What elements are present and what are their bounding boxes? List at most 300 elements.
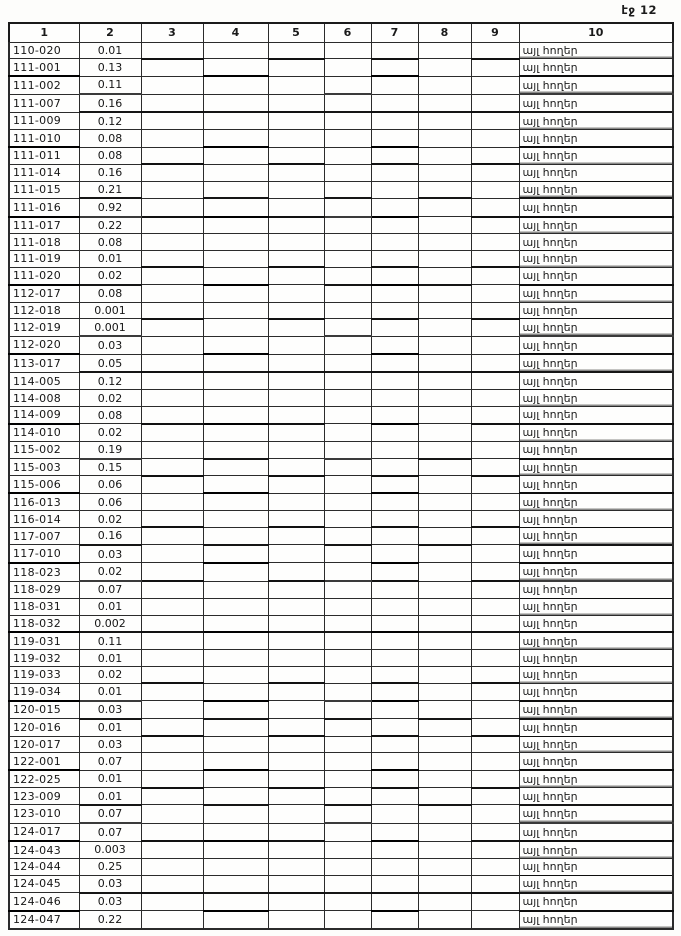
empty-cell <box>324 911 371 929</box>
empty-cell <box>471 875 519 892</box>
table-row <box>9 164 673 181</box>
empty-cell <box>141 130 203 147</box>
empty-cell <box>371 753 418 770</box>
area-value-cell: 0.16 <box>79 164 141 181</box>
land-type-text: այլ հողեր <box>522 356 578 370</box>
empty-cell <box>471 841 519 858</box>
table-row <box>9 251 673 268</box>
empty-cell <box>371 267 418 284</box>
land-type-text: այլ հողեր <box>522 374 578 388</box>
column-header-3: 3 <box>141 23 203 42</box>
area-value-cell: 0.03 <box>79 701 141 719</box>
empty-cell <box>203 683 268 700</box>
empty-cell <box>268 336 324 354</box>
table-row <box>9 112 673 129</box>
empty-cell <box>324 198 371 216</box>
parcel-code-cell: 111-014 <box>9 164 79 181</box>
empty-cell <box>203 493 268 510</box>
empty-cell <box>268 476 324 493</box>
table-row <box>9 441 673 458</box>
empty-cell <box>471 736 519 753</box>
area-value-cell: 0.07 <box>79 805 141 823</box>
empty-cell <box>471 823 519 841</box>
empty-cell <box>324 406 371 423</box>
empty-cell <box>418 667 471 684</box>
table-row <box>9 319 673 336</box>
empty-cell <box>268 302 324 319</box>
table-row <box>9 770 673 787</box>
empty-cell <box>141 545 203 563</box>
table-row <box>9 476 673 493</box>
empty-cell <box>324 805 371 823</box>
empty-cell <box>418 424 471 441</box>
table-body <box>9 42 673 929</box>
land-type-cell <box>519 354 673 372</box>
empty-cell <box>418 911 471 929</box>
empty-cell <box>268 181 324 198</box>
land-type-text: այլ հողեր <box>522 754 578 768</box>
land-type-text: այլ հողեր <box>522 529 578 543</box>
land-type-cell <box>519 42 673 59</box>
land-type-text: այլ հողեր <box>522 338 578 352</box>
empty-cell <box>268 667 324 684</box>
empty-cell <box>268 424 324 441</box>
empty-cell <box>203 441 268 458</box>
empty-cell <box>471 441 519 458</box>
parcel-code-cell: 118-032 <box>9 615 79 632</box>
empty-cell <box>471 667 519 684</box>
empty-cell <box>371 701 418 719</box>
empty-cell <box>371 354 418 372</box>
table-row <box>9 563 673 581</box>
empty-cell <box>268 788 324 805</box>
empty-cell <box>418 511 471 528</box>
area-value-cell: 0.11 <box>79 632 141 649</box>
parcel-code-cell: 111-018 <box>9 234 79 251</box>
empty-cell <box>268 59 324 76</box>
empty-cell <box>418 650 471 667</box>
header-row <box>9 23 673 42</box>
empty-cell <box>371 424 418 441</box>
empty-cell <box>268 893 324 911</box>
empty-cell <box>471 302 519 319</box>
land-type-text: այլ հողեր <box>522 495 578 509</box>
empty-cell <box>141 823 203 841</box>
empty-cell <box>371 164 418 181</box>
empty-cell <box>418 251 471 268</box>
empty-cell <box>141 390 203 407</box>
empty-cell <box>324 441 371 458</box>
empty-cell <box>324 302 371 319</box>
empty-cell <box>471 319 519 336</box>
area-value-cell: 0.001 <box>79 302 141 319</box>
empty-cell <box>371 198 418 216</box>
empty-cell <box>371 719 418 736</box>
parcel-code-cell: 116-014 <box>9 511 79 528</box>
table-row <box>9 217 673 234</box>
empty-cell <box>141 683 203 700</box>
parcel-code-cell: 124-045 <box>9 875 79 892</box>
land-type-text: այլ հողեր <box>522 617 578 631</box>
area-value-cell: 0.03 <box>79 875 141 892</box>
empty-cell <box>471 788 519 805</box>
table-row <box>9 336 673 354</box>
empty-cell <box>371 805 418 823</box>
empty-cell <box>141 770 203 787</box>
empty-cell <box>324 615 371 632</box>
empty-cell <box>418 198 471 216</box>
land-type-text: այլ հողեր <box>522 201 578 215</box>
area-value-cell: 0.03 <box>79 545 141 563</box>
empty-cell <box>471 753 519 770</box>
empty-cell <box>418 563 471 581</box>
area-value-cell: 0.08 <box>79 285 141 302</box>
empty-cell <box>203 234 268 251</box>
empty-cell <box>371 234 418 251</box>
column-header-9: 9 <box>471 23 519 42</box>
empty-cell <box>141 42 203 59</box>
parcel-code-cell: 111-020 <box>9 267 79 284</box>
table-row <box>9 598 673 615</box>
empty-cell <box>418 372 471 389</box>
land-type-cell <box>519 667 673 684</box>
empty-cell <box>418 788 471 805</box>
parcel-code-cell: 120-016 <box>9 719 79 736</box>
empty-cell <box>203 459 268 476</box>
empty-cell <box>203 76 268 94</box>
land-type-text: այլ հողեր <box>522 877 578 891</box>
area-value-cell: 0.01 <box>79 719 141 736</box>
empty-cell <box>371 875 418 892</box>
area-value-cell: 0.07 <box>79 823 141 841</box>
empty-cell <box>141 632 203 649</box>
empty-cell <box>141 147 203 164</box>
parcel-code-cell: 124-017 <box>9 823 79 841</box>
land-type-text: այլ հողեր <box>522 860 578 874</box>
area-value-cell: 0.13 <box>79 59 141 76</box>
empty-cell <box>268 198 324 216</box>
land-type-text: այլ հողեր <box>522 772 578 786</box>
table-row <box>9 302 673 319</box>
empty-cell <box>141 476 203 493</box>
empty-cell <box>418 893 471 911</box>
land-type-cell <box>519 859 673 876</box>
parcel-code-cell: 111-009 <box>9 112 79 129</box>
parcel-code-cell: 111-010 <box>9 130 79 147</box>
empty-cell <box>141 319 203 336</box>
land-type-cell <box>519 198 673 216</box>
empty-cell <box>418 441 471 458</box>
area-value-cell: 0.16 <box>79 94 141 112</box>
table-row <box>9 424 673 441</box>
empty-cell <box>268 459 324 476</box>
empty-cell <box>371 406 418 423</box>
empty-cell <box>324 130 371 147</box>
land-type-text: այլ հողեր <box>522 565 578 579</box>
parcel-code-cell: 115-002 <box>9 441 79 458</box>
empty-cell <box>141 667 203 684</box>
empty-cell <box>268 650 324 667</box>
empty-cell <box>471 632 519 649</box>
empty-cell <box>418 336 471 354</box>
empty-cell <box>141 251 203 268</box>
empty-cell <box>324 719 371 736</box>
empty-cell <box>371 94 418 112</box>
empty-cell <box>418 234 471 251</box>
empty-cell <box>141 441 203 458</box>
parcel-code-cell: 111-001 <box>9 59 79 76</box>
table-row <box>9 130 673 147</box>
area-value-cell: 0.22 <box>79 911 141 929</box>
empty-cell <box>268 736 324 753</box>
empty-cell <box>324 336 371 354</box>
parcel-code-cell: 114-010 <box>9 424 79 441</box>
land-type-text: այլ հողեր <box>522 287 578 301</box>
empty-cell <box>371 770 418 787</box>
empty-cell <box>324 164 371 181</box>
empty-cell <box>203 198 268 216</box>
empty-cell <box>371 147 418 164</box>
land-type-cell <box>519 319 673 336</box>
table-row <box>9 615 673 632</box>
empty-cell <box>418 147 471 164</box>
empty-cell <box>141 788 203 805</box>
empty-cell <box>324 112 371 129</box>
empty-cell <box>268 753 324 770</box>
parcel-code-cell: 114-005 <box>9 372 79 389</box>
land-type-text: այլ հողեր <box>522 96 578 110</box>
parcel-code-cell: 118-029 <box>9 581 79 598</box>
empty-cell <box>471 424 519 441</box>
land-type-text: այլ հողեր <box>522 651 578 665</box>
empty-cell <box>268 94 324 112</box>
land-type-cell <box>519 770 673 787</box>
empty-cell <box>418 598 471 615</box>
area-value-cell: 0.06 <box>79 476 141 493</box>
area-value-cell: 0.15 <box>79 459 141 476</box>
table-row <box>9 285 673 302</box>
empty-cell <box>471 181 519 198</box>
empty-cell <box>268 911 324 929</box>
empty-cell <box>371 598 418 615</box>
empty-cell <box>141 493 203 510</box>
table-row <box>9 667 673 684</box>
land-type-cell <box>519 805 673 823</box>
empty-cell <box>141 336 203 354</box>
empty-cell <box>141 354 203 372</box>
empty-cell <box>268 841 324 858</box>
empty-cell <box>418 493 471 510</box>
parcel-code-cell: 111-015 <box>9 181 79 198</box>
land-type-cell <box>519 598 673 615</box>
empty-cell <box>268 859 324 876</box>
empty-cell <box>418 476 471 493</box>
table-row <box>9 76 673 94</box>
empty-cell <box>471 164 519 181</box>
area-value-cell: 0.01 <box>79 251 141 268</box>
empty-cell <box>203 285 268 302</box>
empty-cell <box>268 581 324 598</box>
land-type-cell <box>519 527 673 544</box>
empty-cell <box>141 736 203 753</box>
empty-cell <box>418 823 471 841</box>
land-type-cell <box>519 476 673 493</box>
empty-cell <box>324 563 371 581</box>
empty-cell <box>268 511 324 528</box>
empty-cell <box>203 650 268 667</box>
parcel-code-cell: 115-003 <box>9 459 79 476</box>
empty-cell <box>203 390 268 407</box>
area-value-cell: 0.08 <box>79 234 141 251</box>
empty-cell <box>203 598 268 615</box>
table-row <box>9 147 673 164</box>
table-row <box>9 753 673 770</box>
empty-cell <box>418 581 471 598</box>
table-row <box>9 893 673 911</box>
table-row <box>9 390 673 407</box>
empty-cell <box>324 459 371 476</box>
empty-cell <box>268 267 324 284</box>
empty-cell <box>268 875 324 892</box>
empty-cell <box>371 493 418 510</box>
table-row <box>9 267 673 284</box>
empty-cell <box>418 770 471 787</box>
empty-cell <box>141 859 203 876</box>
land-type-text: այլ հողեր <box>522 60 578 74</box>
land-type-cell <box>519 632 673 649</box>
empty-cell <box>418 302 471 319</box>
land-type-text: այլ հողեր <box>522 426 578 440</box>
land-type-cell <box>519 753 673 770</box>
empty-cell <box>471 719 519 736</box>
empty-cell <box>471 770 519 787</box>
empty-cell <box>418 319 471 336</box>
empty-cell <box>418 285 471 302</box>
empty-cell <box>141 511 203 528</box>
empty-cell <box>471 372 519 389</box>
land-type-text: այլ հողեր <box>522 703 578 717</box>
empty-cell <box>324 285 371 302</box>
empty-cell <box>371 372 418 389</box>
empty-cell <box>371 632 418 649</box>
land-type-text: այլ հողեր <box>522 269 578 283</box>
empty-cell <box>203 753 268 770</box>
empty-cell <box>471 598 519 615</box>
empty-cell <box>324 42 371 59</box>
land-type-text: այլ հողեր <box>522 825 578 839</box>
empty-cell <box>324 788 371 805</box>
table-row <box>9 841 673 858</box>
empty-cell <box>268 493 324 510</box>
table-row <box>9 683 673 700</box>
land-type-cell <box>519 76 673 94</box>
empty-cell <box>371 667 418 684</box>
empty-cell <box>203 112 268 129</box>
land-type-cell <box>519 563 673 581</box>
empty-cell <box>324 736 371 753</box>
empty-cell <box>418 267 471 284</box>
empty-cell <box>141 59 203 76</box>
empty-cell <box>471 545 519 563</box>
empty-cell <box>324 598 371 615</box>
land-type-text: այլ հողեր <box>522 443 578 457</box>
land-type-cell <box>519 59 673 76</box>
parcel-code-cell: 124-043 <box>9 841 79 858</box>
empty-cell <box>141 459 203 476</box>
empty-cell <box>371 76 418 94</box>
empty-cell <box>141 893 203 911</box>
empty-cell <box>268 234 324 251</box>
area-value-cell: 0.21 <box>79 181 141 198</box>
empty-cell <box>371 823 418 841</box>
table-row <box>9 234 673 251</box>
empty-cell <box>471 285 519 302</box>
empty-cell <box>141 650 203 667</box>
empty-cell <box>324 234 371 251</box>
empty-cell <box>471 112 519 129</box>
empty-cell <box>268 354 324 372</box>
empty-cell <box>324 424 371 441</box>
empty-cell <box>371 59 418 76</box>
area-value-cell: 0.07 <box>79 581 141 598</box>
parcel-code-cell: 116-013 <box>9 493 79 510</box>
column-header-8: 8 <box>418 23 471 42</box>
land-type-text: այլ հողեր <box>522 477 578 491</box>
parcel-code-cell: 119-034 <box>9 683 79 700</box>
empty-cell <box>203 42 268 59</box>
area-value-cell: 0.12 <box>79 112 141 129</box>
empty-cell <box>324 354 371 372</box>
empty-cell <box>203 354 268 372</box>
area-value-cell: 0.16 <box>79 527 141 544</box>
empty-cell <box>324 893 371 911</box>
empty-cell <box>324 770 371 787</box>
land-type-cell <box>519 336 673 354</box>
empty-cell <box>203 181 268 198</box>
empty-cell <box>268 390 324 407</box>
table-row <box>9 372 673 389</box>
land-type-cell <box>519 285 673 302</box>
land-registry-table <box>8 22 674 930</box>
empty-cell <box>471 805 519 823</box>
land-type-text: այլ հողեր <box>522 721 578 735</box>
land-type-cell <box>519 650 673 667</box>
empty-cell <box>324 667 371 684</box>
empty-cell <box>471 130 519 147</box>
empty-cell <box>471 563 519 581</box>
empty-cell <box>141 615 203 632</box>
parcel-code-cell: 114-008 <box>9 390 79 407</box>
land-type-cell <box>519 581 673 598</box>
empty-cell <box>371 319 418 336</box>
empty-cell <box>471 683 519 700</box>
empty-cell <box>141 527 203 544</box>
empty-cell <box>203 164 268 181</box>
land-type-cell <box>519 164 673 181</box>
parcel-code-cell: 119-033 <box>9 667 79 684</box>
empty-cell <box>418 859 471 876</box>
empty-cell <box>371 788 418 805</box>
land-type-text: այլ հողեր <box>522 807 578 821</box>
empty-cell <box>324 217 371 234</box>
empty-cell <box>268 285 324 302</box>
empty-cell <box>471 251 519 268</box>
empty-cell <box>203 701 268 719</box>
land-type-cell <box>519 701 673 719</box>
empty-cell <box>141 424 203 441</box>
empty-cell <box>471 527 519 544</box>
empty-cell <box>324 823 371 841</box>
